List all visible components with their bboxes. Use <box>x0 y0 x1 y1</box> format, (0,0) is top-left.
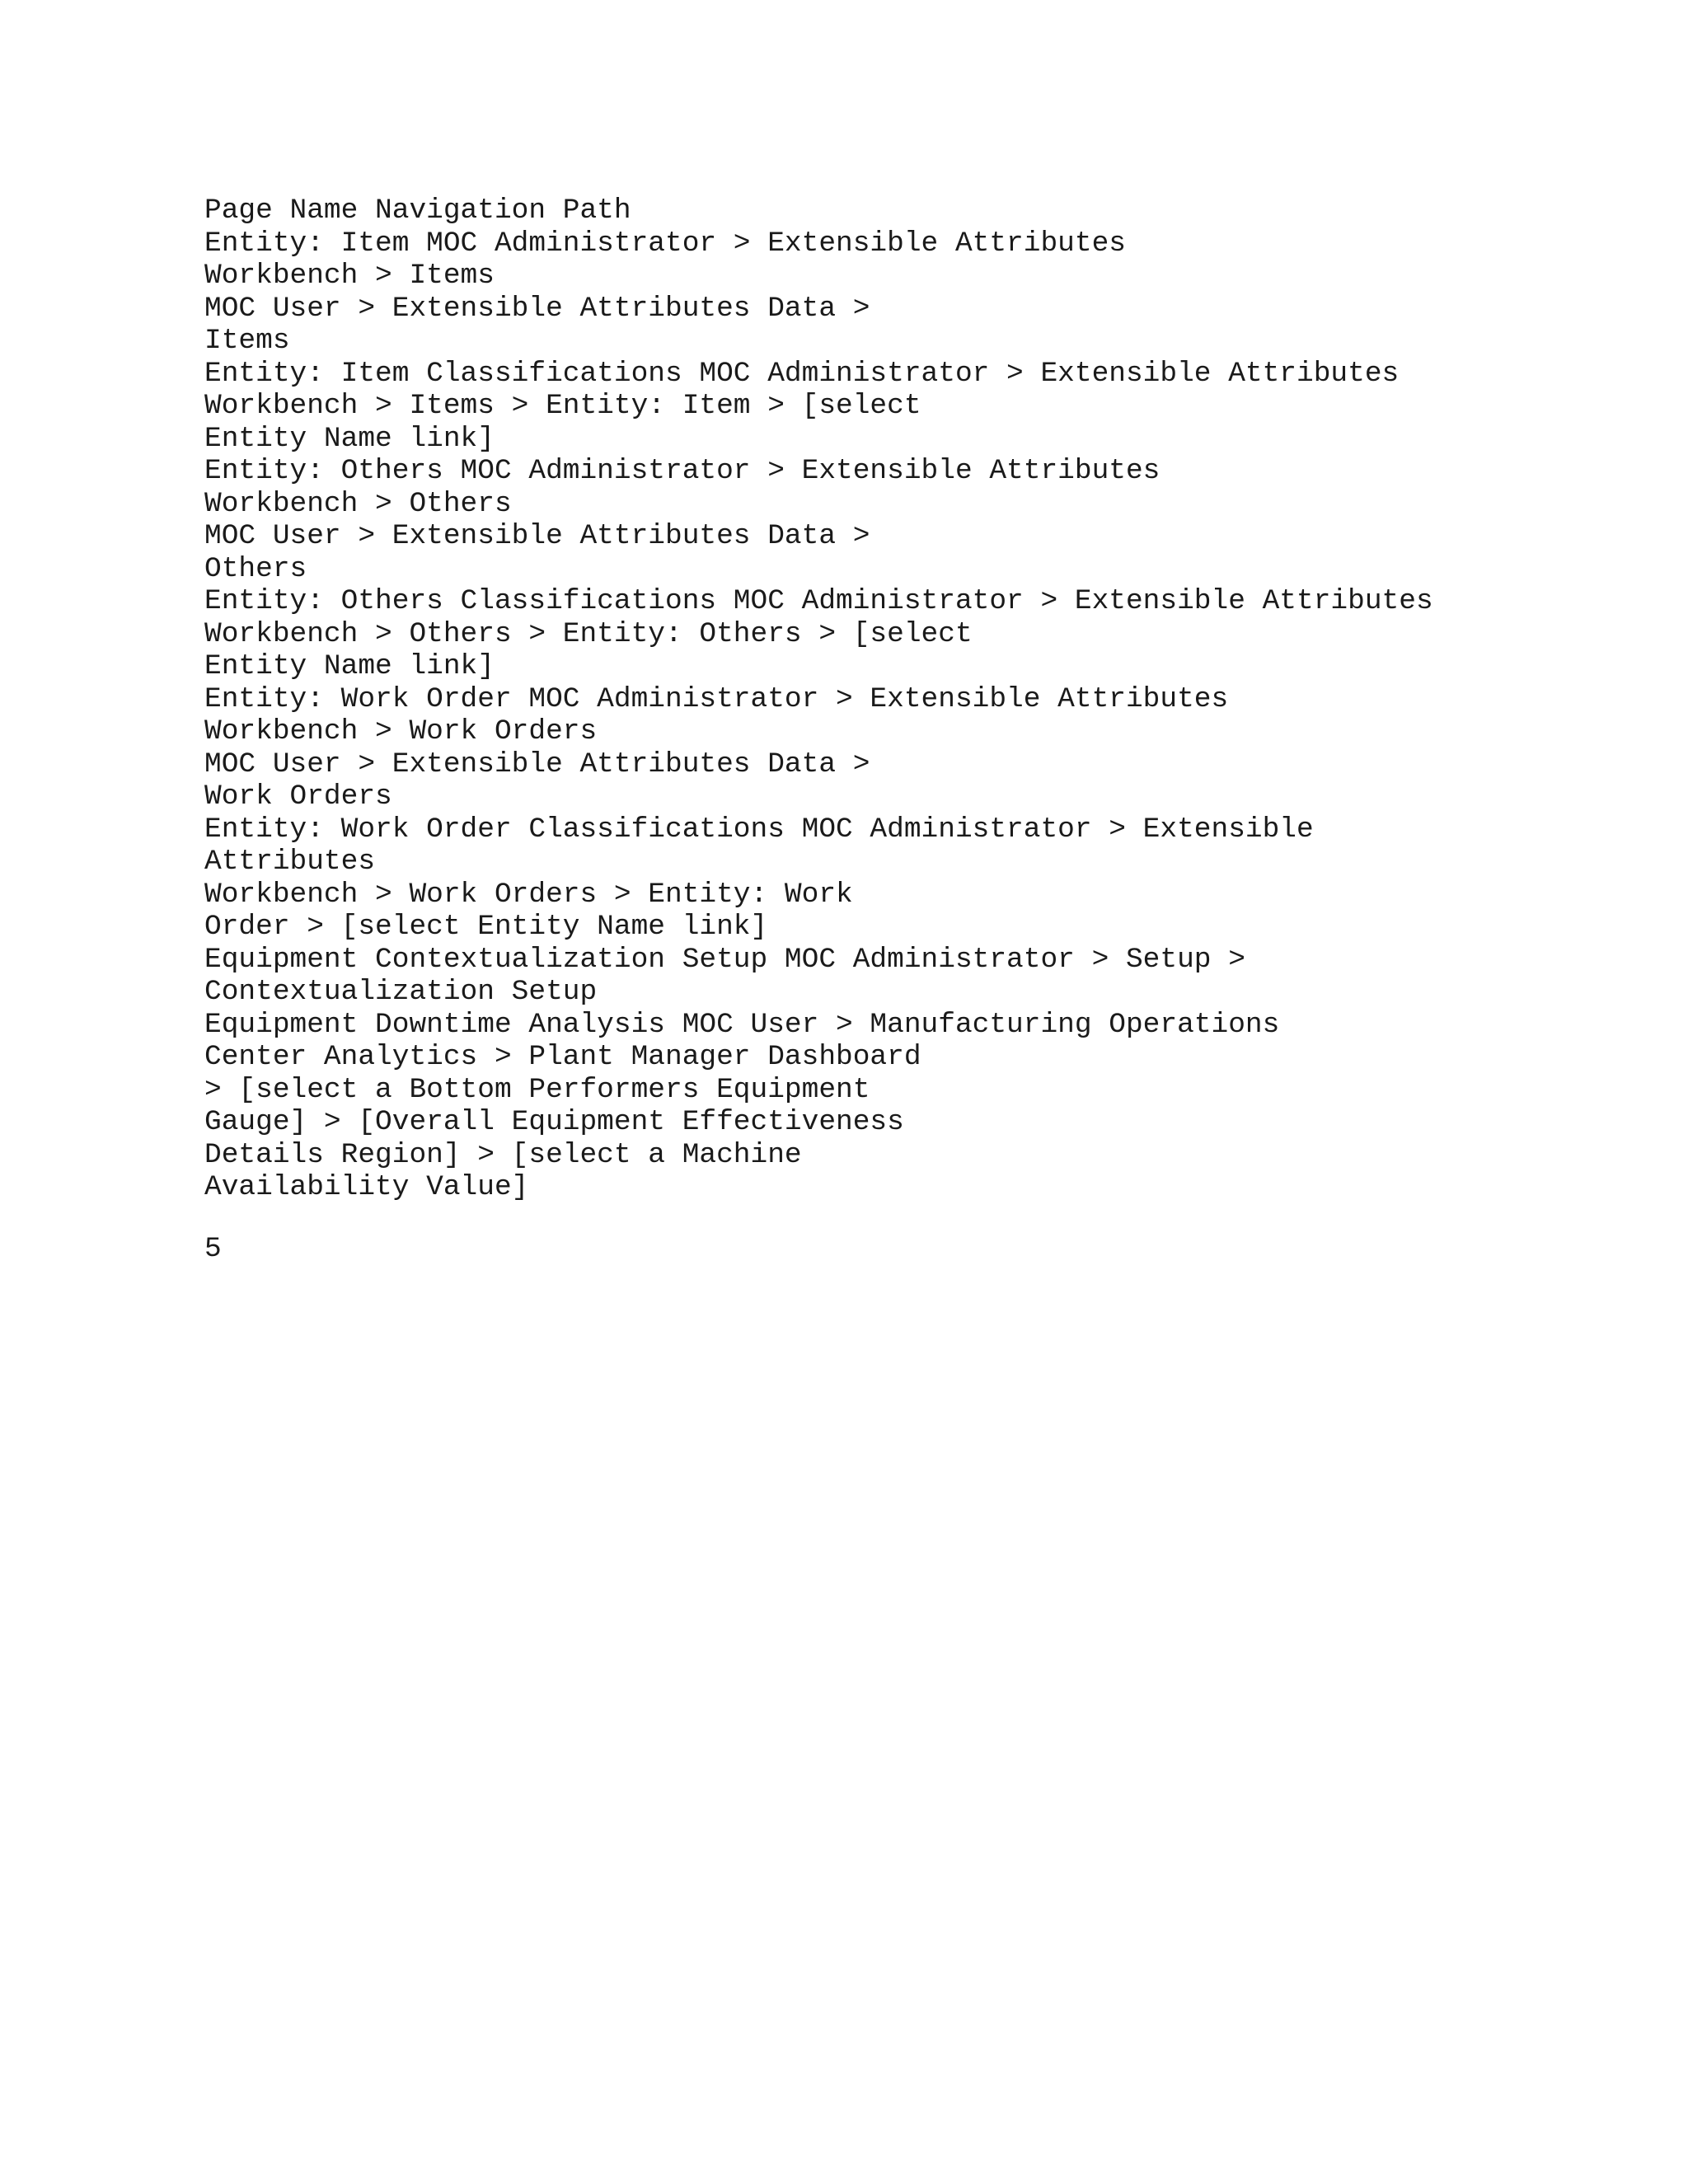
text-line: Entity: Item Classifications MOC Administrator > Extensible Attributes <box>204 357 1400 390</box>
text-line: Order > [select Entity Name link] <box>204 911 768 943</box>
text-line: MOC User > Extensible Attributes Data > <box>204 292 870 325</box>
text-line: MOC User > Extensible Attributes Data > <box>204 520 870 552</box>
document-body <box>204 194 1523 1204</box>
text-line: Workbench > Items > Entity: Item > [select <box>204 390 921 422</box>
text-line: Items <box>204 325 290 357</box>
text-line: MOC User > Extensible Attributes Data > <box>204 748 870 780</box>
text-line: Entity Name link] <box>204 422 495 455</box>
text-line: Workbench > Others > Entity: Others > [select <box>204 617 973 650</box>
text-line: Contextualization Setup <box>204 976 598 1008</box>
text-line: Entity: Others MOC Administrator > Extensible Attributes <box>204 455 1160 487</box>
page-number: 5 <box>204 1233 222 1265</box>
text-line: Work Orders <box>204 780 392 813</box>
text-line: > [select a Bottom Performers Equipment <box>204 1073 870 1106</box>
text-line: Entity: Work Order Classifications MOC Administrator > Extensible <box>204 813 1314 846</box>
text-line: Availability Value] <box>204 1171 529 1203</box>
text-line: Equipment Contextualization Setup MOC Administrator > Setup > <box>204 943 1245 976</box>
text-line: Workbench > Work Orders > Entity: Work <box>204 878 853 911</box>
text-line: Entity: Work Order MOC Administrator > Extensible Attributes <box>204 682 1229 715</box>
text-line: Entity: Item MOC Administrator > Extensible Attributes <box>204 227 1126 260</box>
text-line: Attributes <box>204 846 376 878</box>
text-line: Center Analytics > Plant Manager Dashboard <box>204 1041 921 1073</box>
text-line: Entity: Others Classifications MOC Administrator > Extensible Attributes <box>204 585 1433 617</box>
text-line: Entity Name link] <box>204 650 495 682</box>
text-line: Equipment Downtime Analysis MOC User > Manufacturing Operations <box>204 1008 1280 1041</box>
text-line: Workbench > Others <box>204 487 512 520</box>
text-line: Workbench > Items <box>204 260 495 292</box>
text-line: Others <box>204 552 307 585</box>
text-line: Details Region] > [select a Machine <box>204 1138 802 1171</box>
text-line: Workbench > Work Orders <box>204 715 598 748</box>
text-line: Gauge] > [Overall Equipment Effectiveness <box>204 1106 904 1138</box>
table-header-line: Page Name Navigation Path <box>204 194 631 227</box>
